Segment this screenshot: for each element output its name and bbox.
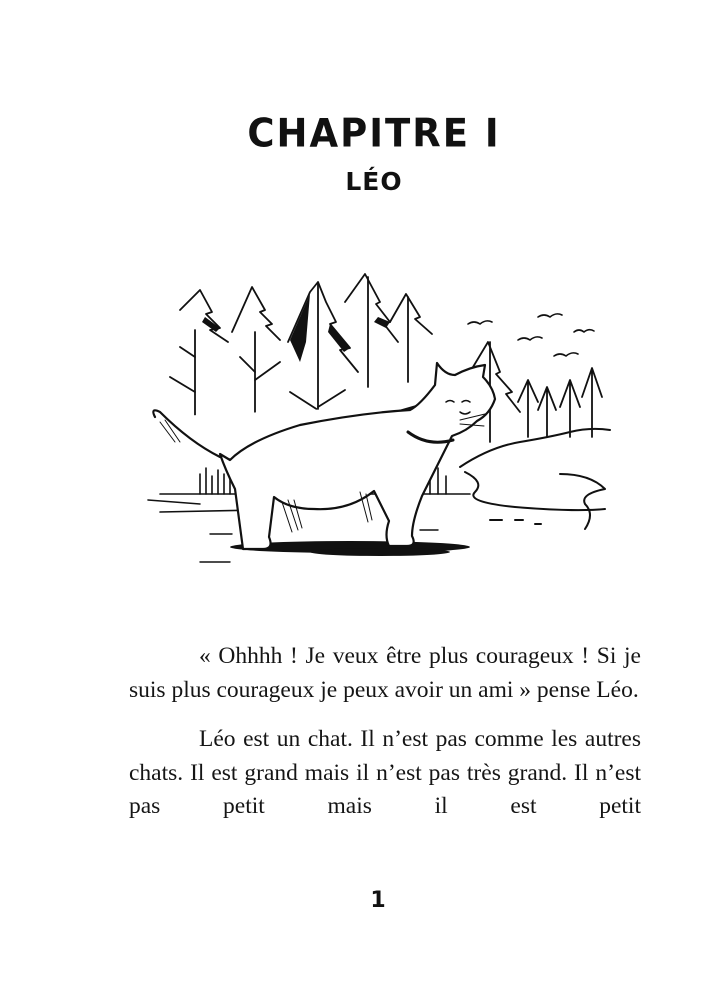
paragraph-1: « Ohhhh ! Je veux être plus courageux ! Si je suis plus courageux je peux avoir un ami » pense Léo. [129,643,641,703]
cat-figure [153,363,495,549]
birds-icon [468,314,594,356]
paragraph-2: Léo est un chat. Il n’est pas comme les autres chats. Il est grand mais il n’est pas très grand. Il n’est pas petit mais il est petit [129,726,641,819]
chapter-name: LÉO [345,167,403,196]
page-number: 1 [370,888,386,913]
chapter-body [129,640,641,840]
chapter-title: CHAPITRE I [247,110,501,157]
cat-forest-illustration [140,262,620,572]
